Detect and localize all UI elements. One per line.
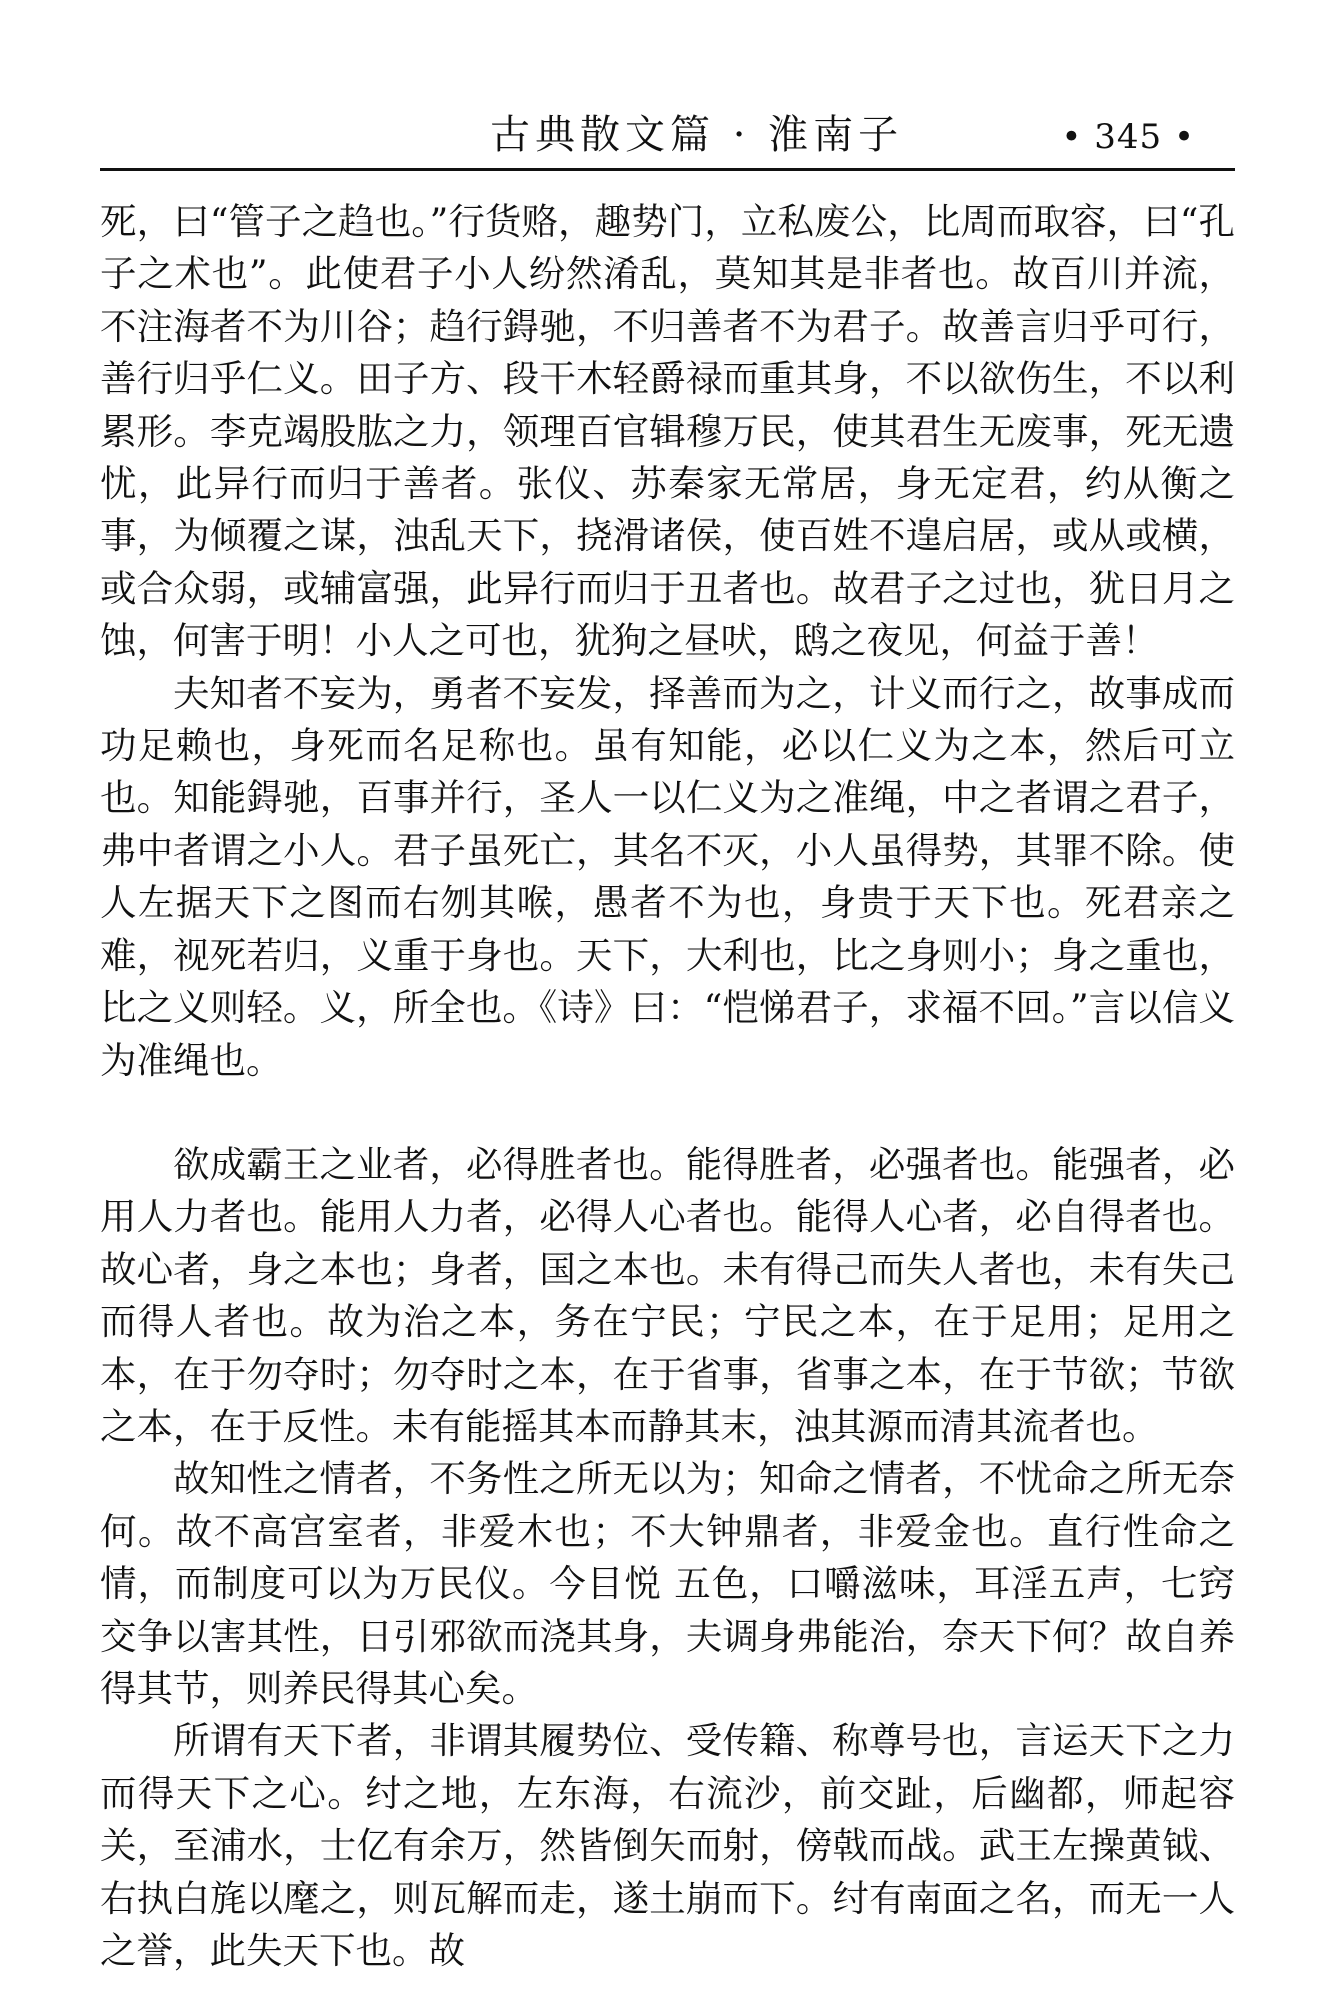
- paragraph: 所谓有天下者，非谓其履势位、受传籍、称尊号也，言运天下之力而得天下之心。纣之地，左东海，右流沙，前交趾，后幽都，师起容关，至浦水，士亿有余万，然皆倒矢而射，傍戟而战。武王左操黄钺、右执白旄以麾之，则瓦解而走，遂土崩而下。纣有南面之名，而无一人之誉，此失天下也。故: [100, 1719, 1235, 1972]
- paragraph: 欲成霸王之业者，必得胜者也。能得胜者，必强者也。能强者，必用人力者也。能用人力者，必得人心者也。能得人心者，必自得者也。故心者，身之本也；身者，国之本也。未有得己而失人者也，未有失己而得人者也。故为治之本，务在宁民；宁民之本，在于足用；足用之本，在于勿夺时；勿夺时之本，在于省事，省事之本，在于节欲；节欲之本，在于反性。未有能摇其本而静其末，浊其源而清其流者也。: [100, 1142, 1235, 1448]
- section-gap: [100, 1087, 1235, 1139]
- header-title: 古典散文篇 · 淮南子: [490, 112, 904, 158]
- page-number: • 345 •: [1061, 117, 1195, 157]
- body-text: [100, 196, 1235, 1977]
- running-header: [100, 108, 1235, 166]
- header-rule: [100, 168, 1235, 171]
- paragraph-continued: 死，曰“管子之趋也。”行货赂，趣势门，立私废公，比周而取容，曰“孔子之术也”。此使君子小人纷然淆乱，莫知其是非者也。故百川并流，不注海者不为川谷；趋行鍀驰，不归善者不为君子。故善言归乎可行，善行归乎仁义。田子方、段干木轻爵禄而重其身，不以欲伤生，不以利累形。李克竭股肱之力，领理百官辑穆万民，使其君生无废事，死无遗忧，此异行而归于善者。张仪、苏秦家无常居，身无定君，约从衡之事，为倾覆之谋，浊乱天下，挠滑诸侯，使百姓不遑启居，或从或横，或合众弱，或辅富强，此异行而归于丑者也。故君子之过也，犹日月之蚀，何害于明！小人之可也，犹狗之昼吠，鸱之夜见，何益于善！: [100, 200, 1235, 663]
- paragraph: 故知性之情者，不务性之所无以为；知命之情者，不忧命之所无奈何。故不高宫室者，非爱木也；不大钟鼎者，非爱金也。直行性命之情，而制度可以为万民仪。今目悦 五色，口嚼滋味，耳淫五声，七窍交争以害其性，日引邪欲而浇其身，夫调身弗能治，奈天下何？故自养得其节，则养民得其心矣。: [100, 1457, 1235, 1710]
- paragraph: 夫知者不妄为，勇者不妄发，择善而为之，计义而行之，故事成而功足赖也，身死而名足称也。虽有知能，必以仁义为之本，然后可立也。知能鍀驰，百事并行，圣人一以仁义为之准绳，中之者谓之君子，弗中者谓之小人。君子虽死亡，其名不灭，小人虽得势，其罪不除。使人左据天下之图而右刎其喉，愚者不为也，身贵于天下也。死君亲之难，视死若归，义重于身也。天下，大利也，比之身则小；身之重也，比之义则轻。义，所全也。《诗》曰：“恺悌君子，求福不回。”言以信义为准绳也。: [100, 671, 1235, 1082]
